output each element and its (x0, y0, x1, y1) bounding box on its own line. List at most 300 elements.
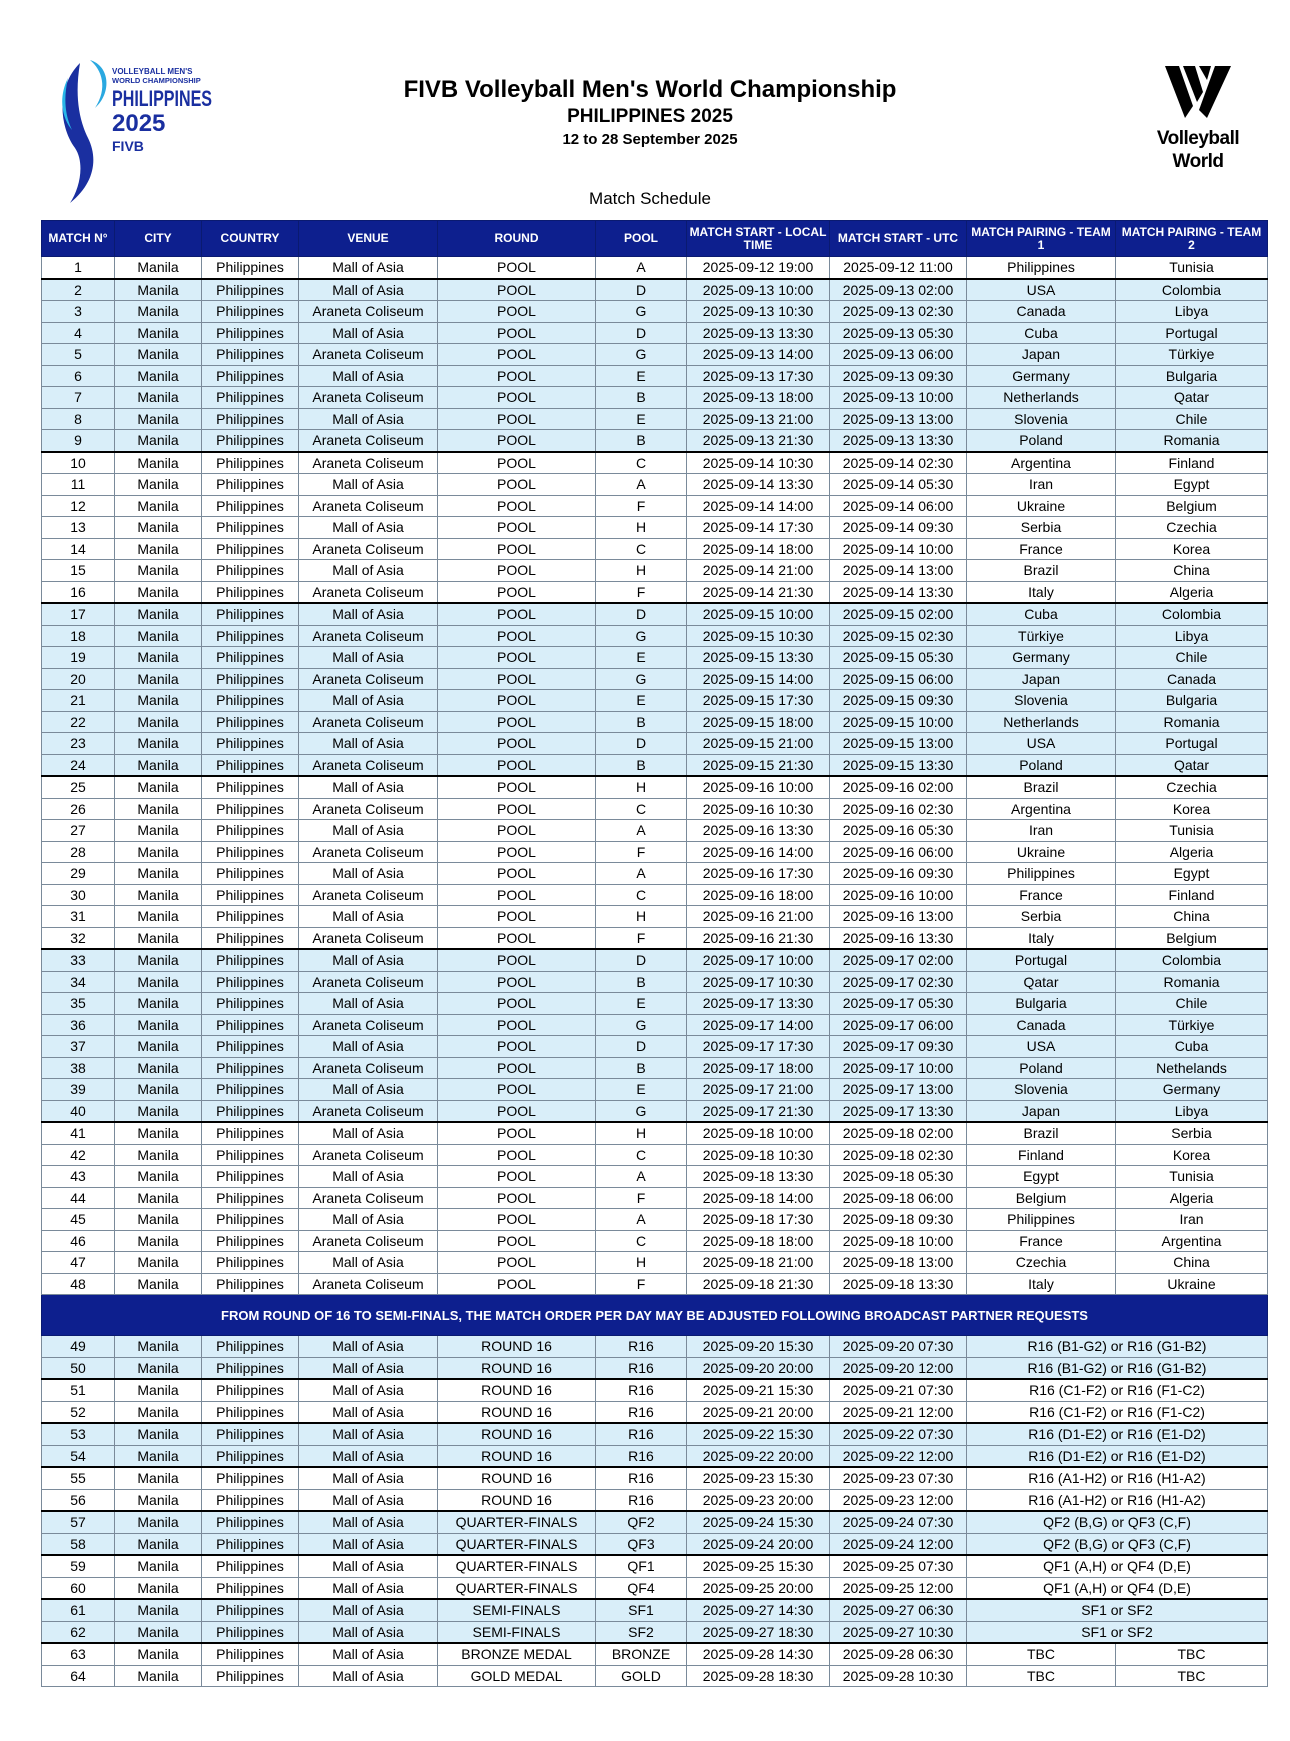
table-cell: QUARTER-FINALS (438, 1511, 596, 1533)
table-cell: Ukraine (967, 841, 1116, 863)
table-cell: Algeria (1116, 581, 1268, 603)
table-cell: Manila (115, 1036, 202, 1058)
table-cell: G (596, 1100, 687, 1122)
table-cell: 2025-09-28 10:30 (830, 1665, 967, 1687)
table-cell: 2025-09-15 10:00 (830, 711, 967, 733)
table-cell: Philippines (202, 1665, 299, 1687)
table-cell: Manila (115, 1599, 202, 1621)
table-cell: 2025-09-20 12:00 (830, 1357, 967, 1379)
table-cell: B (596, 430, 687, 452)
table-cell: 2025-09-18 13:30 (687, 1166, 830, 1188)
table-cell: Colombia (1116, 949, 1268, 971)
table-cell: B (596, 971, 687, 993)
table-cell: POOL (438, 820, 596, 842)
table-row (42, 1144, 1268, 1166)
table-cell: Mall of Asia (299, 949, 438, 971)
table-cell: Mall of Asia (299, 1489, 438, 1511)
svg-text:FIVB: FIVB (112, 138, 144, 154)
table-row (42, 776, 1268, 798)
table-cell: F (596, 581, 687, 603)
table-cell: Manila (115, 322, 202, 344)
table-cell: Türkiye (1116, 344, 1268, 366)
table-cell: Japan (967, 344, 1116, 366)
table-cell: 8 (42, 408, 115, 430)
table-cell: Slovenia (967, 690, 1116, 712)
table-row (42, 279, 1268, 301)
table-cell: R16 (A1-H2) or R16 (H1-A2) (967, 1489, 1268, 1511)
table-cell: Araneta Coliseum (299, 344, 438, 366)
table-cell: 50 (42, 1357, 115, 1379)
table-cell: R16 (A1-H2) or R16 (H1-A2) (967, 1467, 1268, 1489)
table-cell: 37 (42, 1036, 115, 1058)
table-cell: Philippines (202, 538, 299, 560)
table-cell: 33 (42, 949, 115, 971)
table-cell: Philippines (202, 1036, 299, 1058)
table-row (42, 1252, 1268, 1274)
table-cell: Manila (115, 949, 202, 971)
table-cell: POOL (438, 625, 596, 647)
table-row (42, 581, 1268, 603)
table-cell: Qatar (1116, 387, 1268, 409)
svg-text:VOLLEYBALL MEN'S: VOLLEYBALL MEN'S (112, 67, 193, 76)
table-cell: Manila (115, 1230, 202, 1252)
table-cell: Philippines (967, 1209, 1116, 1231)
table-cell: POOL (438, 581, 596, 603)
table-cell: China (1116, 906, 1268, 928)
table-cell: POOL (438, 1209, 596, 1231)
table-cell: C (596, 884, 687, 906)
table-cell: ROUND 16 (438, 1467, 596, 1489)
table-cell: Philippines (202, 1621, 299, 1643)
table-cell: Philippines (202, 1209, 299, 1231)
table-cell: Mall of Asia (299, 1079, 438, 1101)
table-cell: Manila (115, 625, 202, 647)
table-cell: 9 (42, 430, 115, 452)
table-cell: Italy (967, 581, 1116, 603)
table-cell: Philippines (202, 1511, 299, 1533)
table-cell: 2025-09-13 10:00 (830, 387, 967, 409)
table-cell: Canada (967, 1014, 1116, 1036)
table-cell: 2025-09-15 17:30 (687, 690, 830, 712)
table-cell: Philippines (202, 625, 299, 647)
table-cell: POOL (438, 993, 596, 1015)
table-cell: Belgium (1116, 927, 1268, 949)
schedule-label: Match Schedule (589, 189, 711, 208)
table-cell: 2025-09-15 05:30 (830, 647, 967, 669)
table-cell: China (1116, 560, 1268, 582)
table-cell: 2025-09-14 09:30 (830, 517, 967, 539)
table-cell: 49 (42, 1336, 115, 1358)
table-row (42, 603, 1268, 625)
table-row (42, 668, 1268, 690)
table-cell: G (596, 301, 687, 323)
table-cell: 2025-09-14 17:30 (687, 517, 830, 539)
table-cell: 2025-09-13 21:00 (687, 408, 830, 430)
table-cell: Manila (115, 301, 202, 323)
table-cell: Mall of Asia (299, 1401, 438, 1423)
table-cell: QF1 (A,H) or QF4 (D,E) (967, 1555, 1268, 1577)
table-cell: 2025-09-16 21:00 (687, 906, 830, 928)
table-cell: 40 (42, 1100, 115, 1122)
table-cell: Argentina (1116, 1230, 1268, 1252)
table-cell: 2025-09-16 13:30 (687, 820, 830, 842)
table-cell: Araneta Coliseum (299, 1057, 438, 1079)
table-cell: 2025-09-28 14:30 (687, 1643, 830, 1665)
table-cell: 48 (42, 1273, 115, 1295)
table-cell: SEMI-FINALS (438, 1621, 596, 1643)
table-row (42, 1036, 1268, 1058)
table-cell: R16 (596, 1401, 687, 1423)
table-cell: Mall of Asia (299, 647, 438, 669)
table-cell: 26 (42, 798, 115, 820)
table-row (42, 1336, 1268, 1358)
table-cell: G (596, 1014, 687, 1036)
table-cell: 3 (42, 301, 115, 323)
table-cell: 61 (42, 1599, 115, 1621)
table-cell: Mall of Asia (299, 603, 438, 625)
table-cell: France (967, 1230, 1116, 1252)
table-row (42, 820, 1268, 842)
table-cell: Chile (1116, 408, 1268, 430)
table-cell: R16 (596, 1423, 687, 1445)
table-cell: 2025-09-24 15:30 (687, 1511, 830, 1533)
table-cell: POOL (438, 344, 596, 366)
table-cell: Philippines (202, 1423, 299, 1445)
table-cell: R16 (D1-E2) or R16 (E1-D2) (967, 1445, 1268, 1467)
table-cell: Manila (115, 1166, 202, 1188)
table-cell: Philippines (202, 430, 299, 452)
table-cell: Manila (115, 798, 202, 820)
table-cell: 2025-09-15 21:30 (687, 754, 830, 776)
table-cell: Philippines (202, 1577, 299, 1599)
table-cell: Bulgaria (1116, 690, 1268, 712)
table-cell: 2025-09-13 13:30 (830, 430, 967, 452)
table-cell: Mall of Asia (299, 1555, 438, 1577)
table-cell: 2025-09-18 10:00 (687, 1122, 830, 1144)
table-cell: 13 (42, 517, 115, 539)
table-cell: 41 (42, 1122, 115, 1144)
table-cell: POOL (438, 1122, 596, 1144)
table-cell: Philippines (202, 1643, 299, 1665)
table-cell: Serbia (967, 517, 1116, 539)
table-row (42, 1533, 1268, 1555)
table-cell: 2025-09-20 15:30 (687, 1336, 830, 1358)
table-cell: Manila (115, 863, 202, 885)
table-cell: 1 (42, 257, 115, 279)
table-cell: 2025-09-16 14:00 (687, 841, 830, 863)
table-cell: Philippines (202, 841, 299, 863)
table-row (42, 408, 1268, 430)
table-cell: QF1 (A,H) or QF4 (D,E) (967, 1577, 1268, 1599)
table-cell: 2025-09-15 14:00 (687, 668, 830, 690)
table-cell: 2025-09-14 05:30 (830, 474, 967, 496)
table-cell: 2025-09-17 02:30 (830, 971, 967, 993)
table-cell: Manila (115, 495, 202, 517)
table-cell: Mall of Asia (299, 1209, 438, 1231)
table-cell: 31 (42, 906, 115, 928)
table-cell: Philippines (202, 1057, 299, 1079)
table-cell: Mall of Asia (299, 863, 438, 885)
table-cell: 2025-09-15 10:30 (687, 625, 830, 647)
table-cell: QUARTER-FINALS (438, 1533, 596, 1555)
table-cell: 2025-09-12 19:00 (687, 257, 830, 279)
table-cell: QF2 (B,G) or QF3 (C,F) (967, 1511, 1268, 1533)
table-cell: Tunisia (1116, 820, 1268, 842)
table-cell: Araneta Coliseum (299, 1273, 438, 1295)
table-cell: Portugal (967, 949, 1116, 971)
table-cell: 2025-09-14 02:30 (830, 452, 967, 474)
table-cell: Philippines (202, 560, 299, 582)
table-cell: R16 (C1-F2) or R16 (F1-C2) (967, 1401, 1268, 1423)
table-cell: R16 (596, 1379, 687, 1401)
table-cell: TBC (1116, 1665, 1268, 1687)
table-cell: Türkiye (967, 625, 1116, 647)
table-row (42, 322, 1268, 344)
table-cell: Philippines (202, 993, 299, 1015)
table-row (42, 1555, 1268, 1577)
table-row (42, 971, 1268, 993)
table-cell: Philippines (202, 474, 299, 496)
table-cell: Manila (115, 1209, 202, 1231)
table-row (42, 1467, 1268, 1489)
table-cell: 2025-09-17 10:00 (830, 1057, 967, 1079)
table-cell: Manila (115, 1014, 202, 1036)
table-cell: C (596, 1144, 687, 1166)
table-cell: H (596, 1122, 687, 1144)
col-header: COUNTRY (202, 221, 299, 257)
table-cell: E (596, 365, 687, 387)
table-cell: SF1 or SF2 (967, 1599, 1268, 1621)
table-cell: Iran (1116, 1209, 1268, 1231)
table-cell: ROUND 16 (438, 1401, 596, 1423)
table-cell: 2025-09-13 13:00 (830, 408, 967, 430)
table-cell: E (596, 647, 687, 669)
table-cell: Philippines (202, 1273, 299, 1295)
table-row (42, 711, 1268, 733)
table-cell: 2025-09-18 14:00 (687, 1187, 830, 1209)
table-cell: Mall of Asia (299, 1357, 438, 1379)
table-cell: SF2 (596, 1621, 687, 1643)
table-cell: Manila (115, 517, 202, 539)
table-cell: 2025-09-15 02:00 (830, 603, 967, 625)
table-cell: POOL (438, 452, 596, 474)
table-cell: Portugal (1116, 733, 1268, 755)
table-row (42, 949, 1268, 971)
col-header: MATCH START - UTC (830, 221, 967, 257)
table-cell: 2025-09-18 10:30 (687, 1144, 830, 1166)
table-cell: 2025-09-21 15:30 (687, 1379, 830, 1401)
table-cell: Belgium (967, 1187, 1116, 1209)
table-row (42, 1423, 1268, 1445)
col-header: CITY (115, 221, 202, 257)
table-cell: Philippines (202, 949, 299, 971)
table-cell: POOL (438, 776, 596, 798)
table-cell: 2025-09-15 13:00 (830, 733, 967, 755)
col-header: VENUE (299, 221, 438, 257)
table-cell: 28 (42, 841, 115, 863)
table-cell: 2025-09-17 17:30 (687, 1036, 830, 1058)
table-row (42, 1379, 1268, 1401)
table-cell: Philippines (202, 690, 299, 712)
table-cell: Cuba (967, 322, 1116, 344)
table-cell: B (596, 1057, 687, 1079)
table-row (42, 884, 1268, 906)
table-cell: 2025-09-22 07:30 (830, 1423, 967, 1445)
table-cell: Araneta Coliseum (299, 798, 438, 820)
table-cell: 2025-09-18 05:30 (830, 1166, 967, 1188)
table-cell: Iran (967, 474, 1116, 496)
table-cell: Czechia (967, 1252, 1116, 1274)
table-cell: Philippines (202, 1379, 299, 1401)
table-cell: Manila (115, 927, 202, 949)
table-cell: E (596, 993, 687, 1015)
table-cell: Netherlands (967, 711, 1116, 733)
table-cell: POOL (438, 971, 596, 993)
table-cell: 2025-09-17 09:30 (830, 1036, 967, 1058)
table-cell: POOL (438, 884, 596, 906)
table-row (42, 1599, 1268, 1621)
table-cell: Manila (115, 257, 202, 279)
table-cell: Germany (967, 647, 1116, 669)
svg-text:2025: 2025 (112, 110, 166, 137)
table-row (42, 1621, 1268, 1643)
table-cell: 2025-09-17 05:30 (830, 993, 967, 1015)
table-cell: 19 (42, 647, 115, 669)
table-cell: Egypt (1116, 863, 1268, 885)
table-row (42, 1079, 1268, 1101)
table-cell: 2025-09-18 02:00 (830, 1122, 967, 1144)
table-cell: R16 (B1-G2) or R16 (G1-B2) (967, 1357, 1268, 1379)
table-cell: 2025-09-14 13:00 (830, 560, 967, 582)
table-row (42, 560, 1268, 582)
table-cell: 2025-09-13 14:00 (687, 344, 830, 366)
table-cell: Tunisia (1116, 257, 1268, 279)
table-cell: POOL (438, 257, 596, 279)
table-cell: Araneta Coliseum (299, 430, 438, 452)
table-cell: POOL (438, 603, 596, 625)
table-cell: POOL (438, 430, 596, 452)
table-cell: 7 (42, 387, 115, 409)
table-cell: 2025-09-15 10:00 (687, 603, 830, 625)
table-cell: SEMI-FINALS (438, 1599, 596, 1621)
table-row (42, 1445, 1268, 1467)
table-cell: B (596, 387, 687, 409)
table-cell: 2025-09-15 13:30 (687, 647, 830, 669)
table-cell: SF1 or SF2 (967, 1621, 1268, 1643)
table-cell: Araneta Coliseum (299, 301, 438, 323)
table-cell: 2025-09-13 02:30 (830, 301, 967, 323)
table-cell: 2025-09-18 18:00 (687, 1230, 830, 1252)
table-row (42, 1577, 1268, 1599)
table-row (42, 1357, 1268, 1379)
table-header-row (42, 221, 1268, 257)
table-cell: A (596, 1166, 687, 1188)
logo-text-1: Volleyball (1156, 128, 1240, 149)
table-cell: Philippines (967, 863, 1116, 885)
table-cell: Philippines (202, 603, 299, 625)
table-cell: Araneta Coliseum (299, 754, 438, 776)
table-row (42, 1057, 1268, 1079)
table-cell: 51 (42, 1379, 115, 1401)
table-cell: 63 (42, 1643, 115, 1665)
table-cell: Mall of Asia (299, 1577, 438, 1599)
table-cell: Chile (1116, 993, 1268, 1015)
table-cell: Manila (115, 1401, 202, 1423)
table-cell: Czechia (1116, 776, 1268, 798)
table-cell: Romania (1116, 711, 1268, 733)
table-cell: F (596, 495, 687, 517)
table-cell: Mall of Asia (299, 408, 438, 430)
table-cell: 12 (42, 495, 115, 517)
table-cell: Philippines (202, 1252, 299, 1274)
table-cell: QF4 (596, 1577, 687, 1599)
table-cell: Philippines (202, 1144, 299, 1166)
table-cell: Philippines (202, 647, 299, 669)
table-cell: Philippines (202, 1336, 299, 1358)
table-cell: 2025-09-25 15:30 (687, 1555, 830, 1577)
table-row (42, 1014, 1268, 1036)
table-cell: Mall of Asia (299, 279, 438, 301)
table-cell: Mall of Asia (299, 1599, 438, 1621)
table-cell: Araneta Coliseum (299, 387, 438, 409)
table-cell: Philippines (202, 452, 299, 474)
table-cell: Manila (115, 279, 202, 301)
table-cell: 59 (42, 1555, 115, 1577)
table-cell: POOL (438, 754, 596, 776)
table-cell: Mall of Asia (299, 1511, 438, 1533)
table-cell: Manila (115, 711, 202, 733)
table-cell: Philippines (202, 279, 299, 301)
table-cell: Belgium (1116, 495, 1268, 517)
table-row (42, 841, 1268, 863)
svg-text:PHILIPPINES: PHILIPPINES (112, 86, 212, 111)
table-row (42, 1665, 1268, 1687)
table-cell: Mall of Asia (299, 1533, 438, 1555)
table-cell: 17 (42, 603, 115, 625)
table-cell: Manila (115, 1057, 202, 1079)
table-row (42, 365, 1268, 387)
table-cell: BRONZE (596, 1643, 687, 1665)
broadcast-notice: FROM ROUND OF 16 TO SEMI-FINALS, THE MATCH ORDER PER DAY MAY BE ADJUSTED FOLLOWING BROADCAST PARTNER REQUESTS (42, 1295, 1268, 1336)
table-cell: POOL (438, 1252, 596, 1274)
table-cell: Araneta Coliseum (299, 971, 438, 993)
table-cell: Araneta Coliseum (299, 495, 438, 517)
table-row (42, 863, 1268, 885)
table-row (42, 538, 1268, 560)
table-cell: 38 (42, 1057, 115, 1079)
table-row (42, 1511, 1268, 1533)
table-row (42, 1273, 1268, 1295)
table-cell: 21 (42, 690, 115, 712)
table-cell: 2025-09-24 20:00 (687, 1533, 830, 1555)
table-cell: 2025-09-27 18:30 (687, 1621, 830, 1643)
table-cell: ROUND 16 (438, 1336, 596, 1358)
table-cell: Philippines (202, 668, 299, 690)
table-cell: Manila (115, 1621, 202, 1643)
table-cell: 2025-09-27 06:30 (830, 1599, 967, 1621)
table-cell: Philippines (202, 1122, 299, 1144)
table-cell: 2025-09-25 20:00 (687, 1577, 830, 1599)
table-cell: Korea (1116, 538, 1268, 560)
table-cell: 2025-09-14 13:30 (830, 581, 967, 603)
table-cell: POOL (438, 408, 596, 430)
table-cell: Manila (115, 1187, 202, 1209)
table-row (42, 301, 1268, 323)
table-cell: Finland (1116, 884, 1268, 906)
table-cell: Chile (1116, 647, 1268, 669)
table-cell: 2025-09-13 06:00 (830, 344, 967, 366)
table-cell: TBC (1116, 1643, 1268, 1665)
